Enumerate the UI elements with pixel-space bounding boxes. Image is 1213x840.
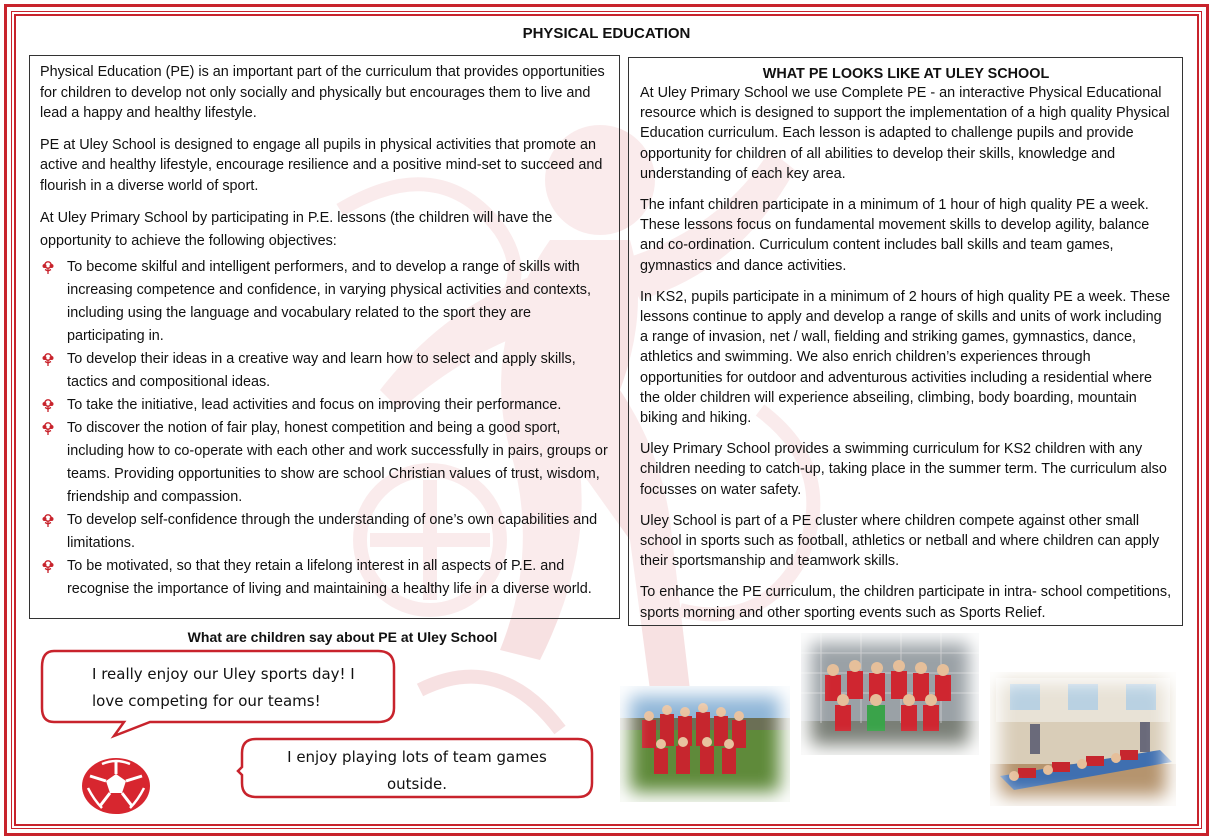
- quote-2-line-2: outside.: [386, 775, 448, 793]
- flower-bullet-icon: [41, 513, 55, 528]
- objective-item: [40, 348, 609, 394]
- pe-at-uley-box: [628, 57, 1183, 626]
- intro-box: [29, 55, 620, 619]
- objective-item: [40, 256, 609, 348]
- quote-1-line-1: I really enjoy our Uley sports day! I: [92, 665, 355, 683]
- objective-text: To develop self-confidence through the understanding of one’s own capabilities and limitations.: [67, 512, 598, 551]
- photo-gymnastics-hall: [990, 672, 1176, 806]
- objective-text: To become skilful and intelligent performers, and to develop a range of skills with increasing competence and confidence, in varying physical activities and contexts, including using the language and vocabulary related to the sport they are participating in.: [67, 259, 591, 344]
- flower-bullet-icon: [41, 398, 55, 413]
- flower-bullet-icon: [41, 352, 55, 367]
- football-icon: [80, 756, 152, 816]
- objective-text: To take the initiative, lead activities and focus on improving their performance.: [67, 397, 562, 413]
- intro-paragraph-1: Physical Education (PE) is an important part of the curriculum that provides opportunities for children to develop not only socially and physically but encourages them to live and lead a happy and healthy lifestyle.: [40, 64, 605, 121]
- objective-text: To develop their ideas in a creative way and learn how to select and apply skills, tactics and compositional ideas.: [67, 351, 576, 390]
- section-paragraph: Uley School is part of a PE cluster where children compete against other small school in sports such as football, athletics or netball and where children can apply their sportsmanship and teamwork skills.: [640, 512, 1160, 570]
- flower-bullet-icon: [41, 421, 55, 436]
- section-paragraph: Uley Primary School provides a swimming curriculum for KS2 children with any children needing to catch-up, taking place in the summer term. The curriculum also focusses on water safety.: [640, 441, 1167, 498]
- objective-text: To be motivated, so that they retain a lifelong interest in all aspects of P.E. and recognise the importance of living and maintaining a healthy life in a diverse world.: [67, 558, 592, 597]
- flower-bullet-icon: [41, 260, 55, 275]
- section-paragraph: In KS2, pupils participate in a minimum of 2 hours of high quality PE a week. These lessons continue to apply and develop a range of skills and units of work including a range of invasion, net / wall, fielding and striking games, gymnastics, dance, athletics and swimming. We also enrich children’s experiences through opportunities for outdoor and adventurous activities including a residential where the older children will experience abseiling, climbing, body boarding, mountain biking and hiking.: [640, 288, 1171, 427]
- section-paragraph: At Uley Primary School we use Complete PE - an interactive Physical Educational resource which is designed to support the implementation of a high quality Physical Education curriculum. Each lesson is adapted to challenge pupils and provide opportunity for children of all abilities to develop their skills, knowledge and understanding of each key area.: [640, 85, 1170, 182]
- objectives-list: [40, 256, 609, 601]
- objective-item: [40, 417, 609, 509]
- flower-bullet-icon: [41, 559, 55, 574]
- page-title: PHYSICAL EDUCATION: [522, 25, 691, 42]
- objective-item: [40, 555, 609, 601]
- photo-football-team: [801, 633, 979, 755]
- quotes-heading: What are children say about PE at Uley School: [187, 629, 498, 645]
- objective-item: [40, 394, 609, 417]
- quote-1-line-2: love competing for our teams!: [92, 692, 321, 710]
- intro-paragraph-2: PE at Uley School is designed to engage all pupils in physical activities that promote an active and healthy lifestyle, encourage resilience and a positive mind-set to succeed and flourish in a diverse world of sport.: [40, 136, 603, 194]
- section-paragraph: The infant children participate in a minimum of 1 hour of high quality PE a week. These lessons focus on fundamental movement skills to develop agility, balance and co-ordination. Curriculum content includes ball skills and team games, gymnastics and dance activities.: [640, 197, 1150, 274]
- quote-2-line-1: I enjoy playing lots of team games: [287, 748, 547, 766]
- section-paragraph: To enhance the PE curriculum, the children participate in intra- school competitions, sports morning and other sporting events such as Sports Relief.: [640, 584, 1172, 621]
- section-title: WHAT PE LOOKS LIKE AT ULEY SCHOOL: [762, 66, 1050, 82]
- intro-paragraph-3: At Uley Primary School by participating in P.E. lessons (the children will have the opportunity to achieve the following objectives:: [40, 210, 553, 249]
- photo-sports-day-team: [620, 686, 790, 802]
- objective-text: To discover the notion of fair play, honest competition and being a good sport, including how to co-operate with each other and work successfully in pairs, groups or teams. Providing opportunities to show are school Christian values of trust, wisdom, friendship and compassion.: [67, 420, 608, 505]
- objective-item: [40, 509, 609, 555]
